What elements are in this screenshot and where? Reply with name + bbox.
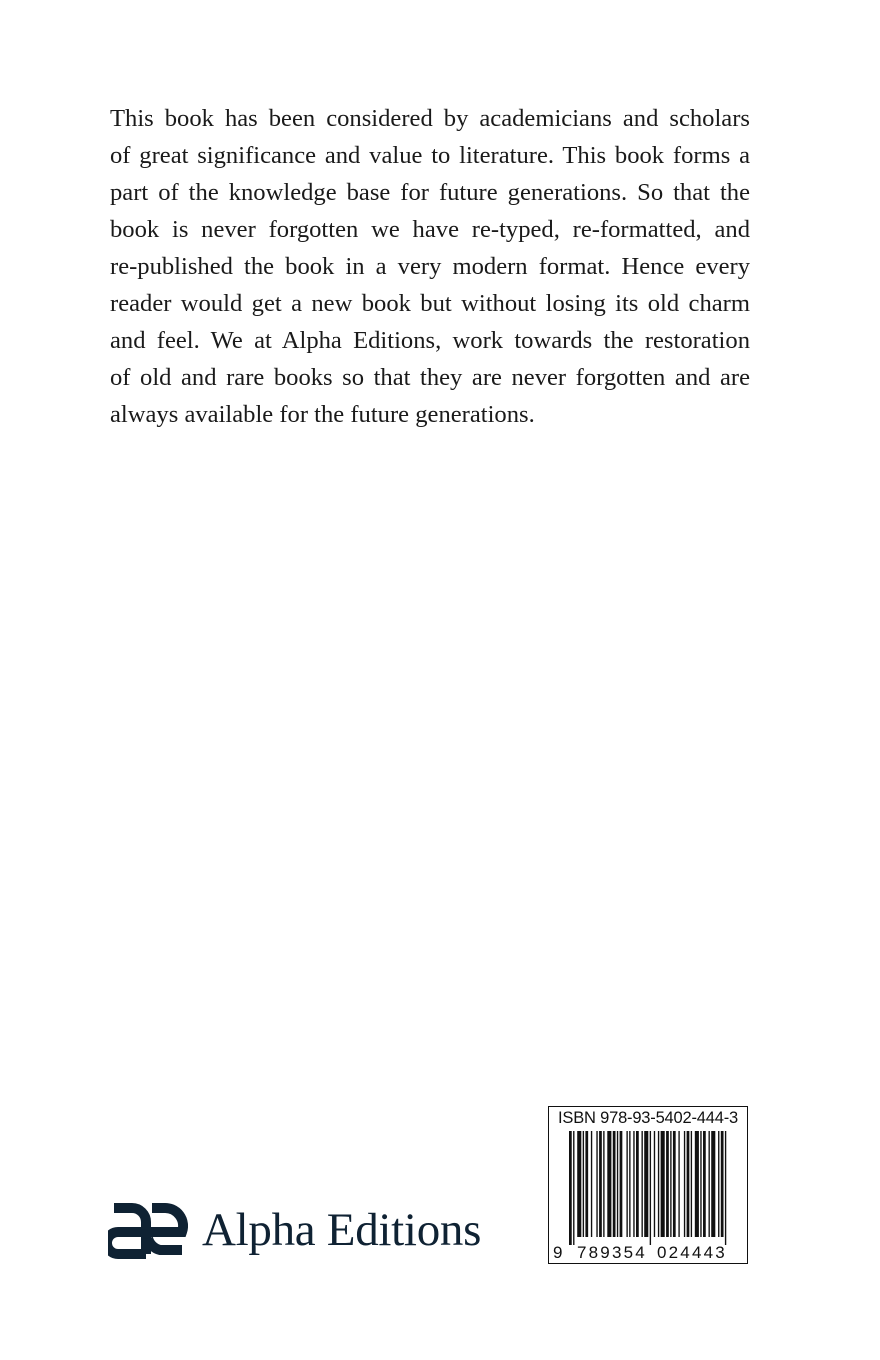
barcode-bar — [599, 1131, 602, 1237]
blurb-line: and feel. We at Alpha Editions, work towards the restoration — [110, 327, 750, 354]
barcode-bar — [678, 1131, 679, 1237]
barcode-bar — [636, 1131, 639, 1237]
barcode-bar — [725, 1131, 726, 1245]
barcode-digits-right: 024443 — [657, 1243, 727, 1262]
barcode-bar — [644, 1131, 648, 1237]
barcode-bar — [629, 1131, 630, 1237]
barcode-bar — [603, 1131, 604, 1237]
isbn-label: ISBN 978-93-5402-444-3 — [558, 1109, 738, 1127]
barcode-bar — [666, 1131, 669, 1237]
barcode-bar — [721, 1131, 724, 1237]
blurb-line: part of the knowledge base for future generations. So that the — [110, 179, 750, 206]
barcode-bar — [658, 1131, 659, 1237]
blurb-line: of old and rare books so that they are never forgotten and are — [110, 364, 750, 391]
barcode-bar — [687, 1131, 690, 1237]
barcode-bar — [711, 1131, 715, 1237]
barcode-bar — [596, 1131, 597, 1237]
barcode-bar — [620, 1131, 623, 1237]
barcode-bar — [617, 1131, 618, 1237]
blurb-line: re-published the book in a very modern format. Hence every — [110, 253, 750, 280]
barcode-bar — [577, 1131, 581, 1237]
barcode-bar — [718, 1131, 719, 1237]
barcode-bar — [573, 1131, 574, 1245]
barcode-bar — [708, 1131, 709, 1237]
blurb-text — [110, 100, 750, 433]
barcode-bar — [569, 1131, 572, 1245]
barcode-bar — [670, 1131, 671, 1237]
barcode-bar — [673, 1131, 676, 1237]
barcode-digits-left: 789354 — [577, 1243, 647, 1262]
barcode-bar — [691, 1131, 692, 1237]
blurb-line: always available for the future generations. — [110, 401, 535, 428]
barcode-bar — [591, 1131, 592, 1237]
barcode-bars — [569, 1131, 729, 1245]
blurb-line: reader would get a new book but without losing its old charm — [110, 290, 750, 317]
barcode-bar — [695, 1131, 699, 1237]
barcode-bar — [583, 1131, 584, 1237]
barcode-bar — [700, 1131, 701, 1237]
barcode-bar — [626, 1131, 627, 1237]
barcode-bar — [633, 1131, 634, 1237]
blurb-line: of great significance and value to literature. This book forms a — [110, 142, 750, 169]
ae-ligature-logo-icon — [108, 1198, 188, 1262]
blurb-line: book is never forgotten we have re-typed, re-formatted, and — [110, 216, 750, 243]
blurb-line: This book has been considered by academicians and scholars — [110, 105, 750, 132]
barcode-digit-lead: 9 — [553, 1243, 563, 1262]
publisher-name: Alpha Editions — [202, 1204, 482, 1256]
barcode-bar — [607, 1131, 611, 1237]
isbn-barcode — [548, 1106, 748, 1264]
barcode-bar — [661, 1131, 665, 1237]
barcode-bar — [703, 1131, 706, 1237]
barcode-bar — [650, 1131, 651, 1245]
barcode-bar — [613, 1131, 616, 1237]
publisher-logo — [108, 1198, 481, 1262]
barcode-bar — [641, 1131, 642, 1237]
barcode-bar — [684, 1131, 685, 1237]
barcode-bar — [585, 1131, 588, 1237]
barcode-bar — [654, 1131, 655, 1237]
